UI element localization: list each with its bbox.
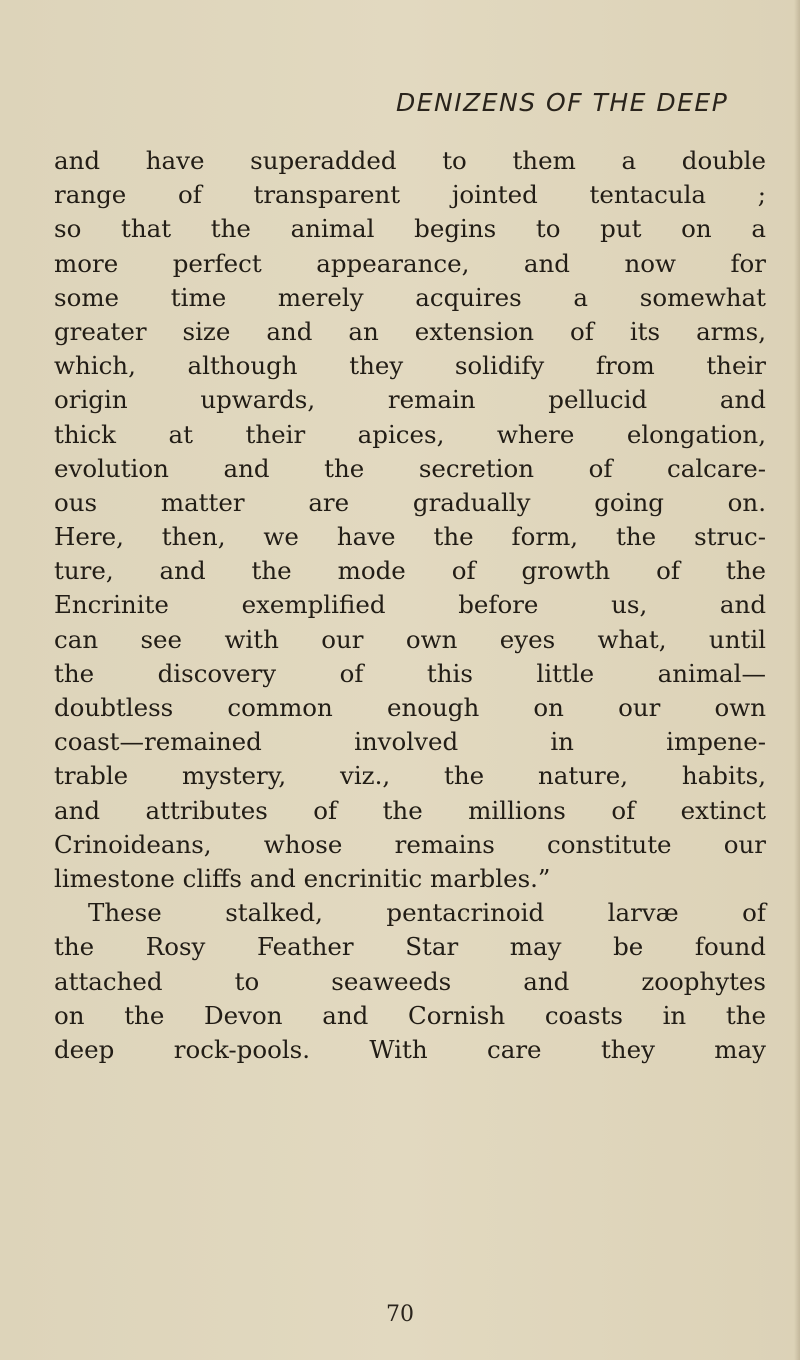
text-line-1: and have superadded to them a double bbox=[54, 146, 766, 175]
text-line-27: deep rock-pools. With care they may bbox=[54, 1034, 766, 1064]
text-line-22: limestone cliffs and encrinitic marbles.” bbox=[54, 863, 551, 893]
text-line-3: so that the animal begins to put on a bbox=[54, 214, 766, 244]
body-text bbox=[54, 144, 766, 1067]
text-line-9: thick at their apices, where elongation, bbox=[54, 419, 766, 449]
page-edge-shadow bbox=[794, 0, 800, 1360]
text-line-15: can see with our own eyes what, until bbox=[54, 624, 766, 654]
text-line-5: some time merely acquires a somewhat bbox=[54, 282, 766, 312]
text-line-8: origin upwards, remain pellucid and bbox=[54, 385, 766, 415]
text-line-24: the Rosy Feather Star may be found bbox=[54, 932, 766, 962]
text-line-7: which, although they solidify from their bbox=[54, 351, 766, 381]
running-head: DENIZENS OF THE DEEP bbox=[396, 88, 729, 117]
text-line-20: and attributes of the millions of extinct bbox=[54, 795, 766, 825]
text-line-25: attached to seaweeds and zoophytes bbox=[54, 966, 766, 996]
text-line-17: doubtless common enough on our own bbox=[54, 693, 766, 722]
text-line-6: greater size and an extension of its arms, bbox=[54, 316, 766, 346]
text-line-10: evolution and the secretion of calcare- bbox=[54, 453, 766, 483]
text-line-21: Crinoideans, whose remains constitute our bbox=[54, 829, 766, 859]
text-line-23: These stalked, pentacrinoid larvæ of bbox=[88, 898, 766, 928]
text-line-4: more perfect appearance, and now for bbox=[54, 248, 766, 278]
text-line-26: on the Devon and Cornish coasts in the bbox=[54, 1000, 766, 1030]
text-line-14: Encrinite exemplified before us, and bbox=[54, 590, 766, 620]
text-line-2: range of transparent jointed tentacula ; bbox=[54, 180, 766, 210]
text-line-19: trable mystery, viz., the nature, habits, bbox=[54, 761, 766, 791]
text-line-11: ous matter are gradually going on. bbox=[54, 487, 766, 517]
page-number: 70 bbox=[386, 1302, 414, 1327]
text-line-13: ture, and the mode of growth of the bbox=[54, 556, 766, 586]
text-line-18: coast—remained involved in impene- bbox=[54, 727, 766, 757]
text-line-16: the discovery of this little animal— bbox=[54, 658, 766, 688]
text-line-12: Here, then, we have the form, the struc- bbox=[54, 522, 766, 552]
